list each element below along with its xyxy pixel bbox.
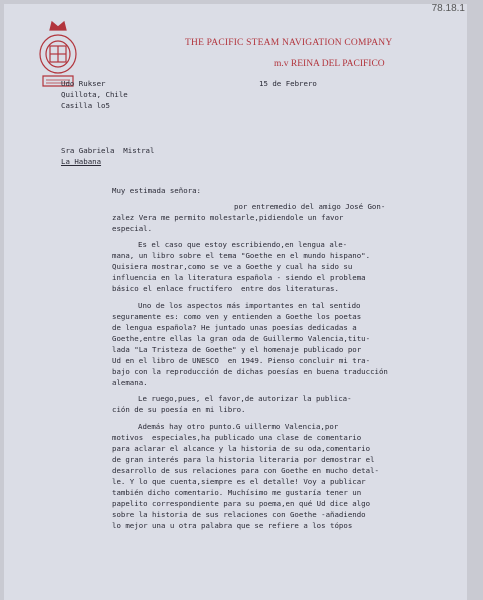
- body-line: básico el enlace fructífero entre dos literaturas.: [112, 284, 339, 293]
- body-line: seguramente es: como ven y entienden a Goethe los poetas: [112, 312, 362, 321]
- body-line: lada "La Tristeza de Goethe" y el homenaje publicado por: [112, 345, 362, 354]
- letter-date: 15 de Febrero: [259, 79, 317, 88]
- body-line: por entremedio del amigo José Gon-: [234, 202, 386, 211]
- body-line: para aclarar el alcance y la historia de su oda,comentario: [112, 444, 371, 453]
- greeting: Muy estimada señora:: [112, 186, 201, 195]
- body-line: Goethe,entre ellas la gran oda de Guillermo Valencia,titu-: [112, 334, 371, 343]
- letter-page: [4, 4, 467, 600]
- body-line: lo mejor una u otra palabra que se refiere a los tópos: [112, 521, 353, 530]
- sender-box: Casilla lo5: [61, 101, 110, 110]
- body-line: Le ruego,pues, el favor,de autorizar la publica-: [138, 394, 352, 403]
- body-line: también dicho comentario. Muchísimo me gustaría tener un: [112, 488, 362, 497]
- body-line: Quisiera mostrar,como se ve a Goethe y cual ha sido su: [112, 262, 353, 271]
- body-line: de lengua española? He juntado unas poesías dedicadas a: [112, 323, 357, 332]
- archive-number: 78.18.1: [431, 3, 465, 14]
- body-line: Uno de los aspectos más importantes en tal sentido: [138, 301, 361, 310]
- body-line: especial.: [112, 224, 153, 233]
- recipient-city: La Habana: [61, 157, 102, 166]
- recipient-name: Sra Gabriela Mistral: [61, 146, 155, 155]
- ship-name: m.v REINA DEL PACIFICO: [274, 59, 385, 69]
- body-line: sobre la historia de sus relaciones con Goethe -añadiendo: [112, 510, 366, 519]
- body-line: desarrollo de sus relaciones para con Goethe en mucho detal-: [112, 466, 379, 475]
- body-line: Es el caso que estoy escribiendo,en lengua ale-: [138, 240, 348, 249]
- body-line: mana, un libro sobre el tema "Goethe en el mundo hispano".: [112, 251, 371, 260]
- company-name: THE PACIFIC STEAM NAVIGATION COMPANY: [185, 38, 393, 48]
- body-line: alemana.: [112, 378, 148, 387]
- body-line: Ud en el libro de UNESCO en 1949. Pienso concluir mi tra-: [112, 356, 371, 365]
- sender-city: Quillota, Chile: [61, 90, 128, 99]
- body-line: de gran interés para la historia literaria por demostrar el: [112, 455, 375, 464]
- body-line: influencia en la literatura española - siendo el problema: [112, 273, 366, 282]
- body-line: motivos especiales,ha publicado una clase de comentario: [112, 433, 362, 442]
- sender-name: Udo Rukser: [61, 79, 106, 88]
- body-line: zalez Vera me permito molestarle,pidiendole un favor: [112, 213, 344, 222]
- body-line: bajo con la reproducción de dichas poesías en buena traducción: [112, 367, 388, 376]
- body-line: ción de su poesía en mi libro.: [112, 405, 246, 414]
- body-line: Además hay otro punto.G uillermo Valencia,por: [138, 422, 339, 431]
- body-line: le. Y lo que cuenta,siempre es el detalle! Voy a publicar: [112, 477, 366, 486]
- body-line: papelito correspondiente para su poema,en qué Ud dice algo: [112, 499, 371, 508]
